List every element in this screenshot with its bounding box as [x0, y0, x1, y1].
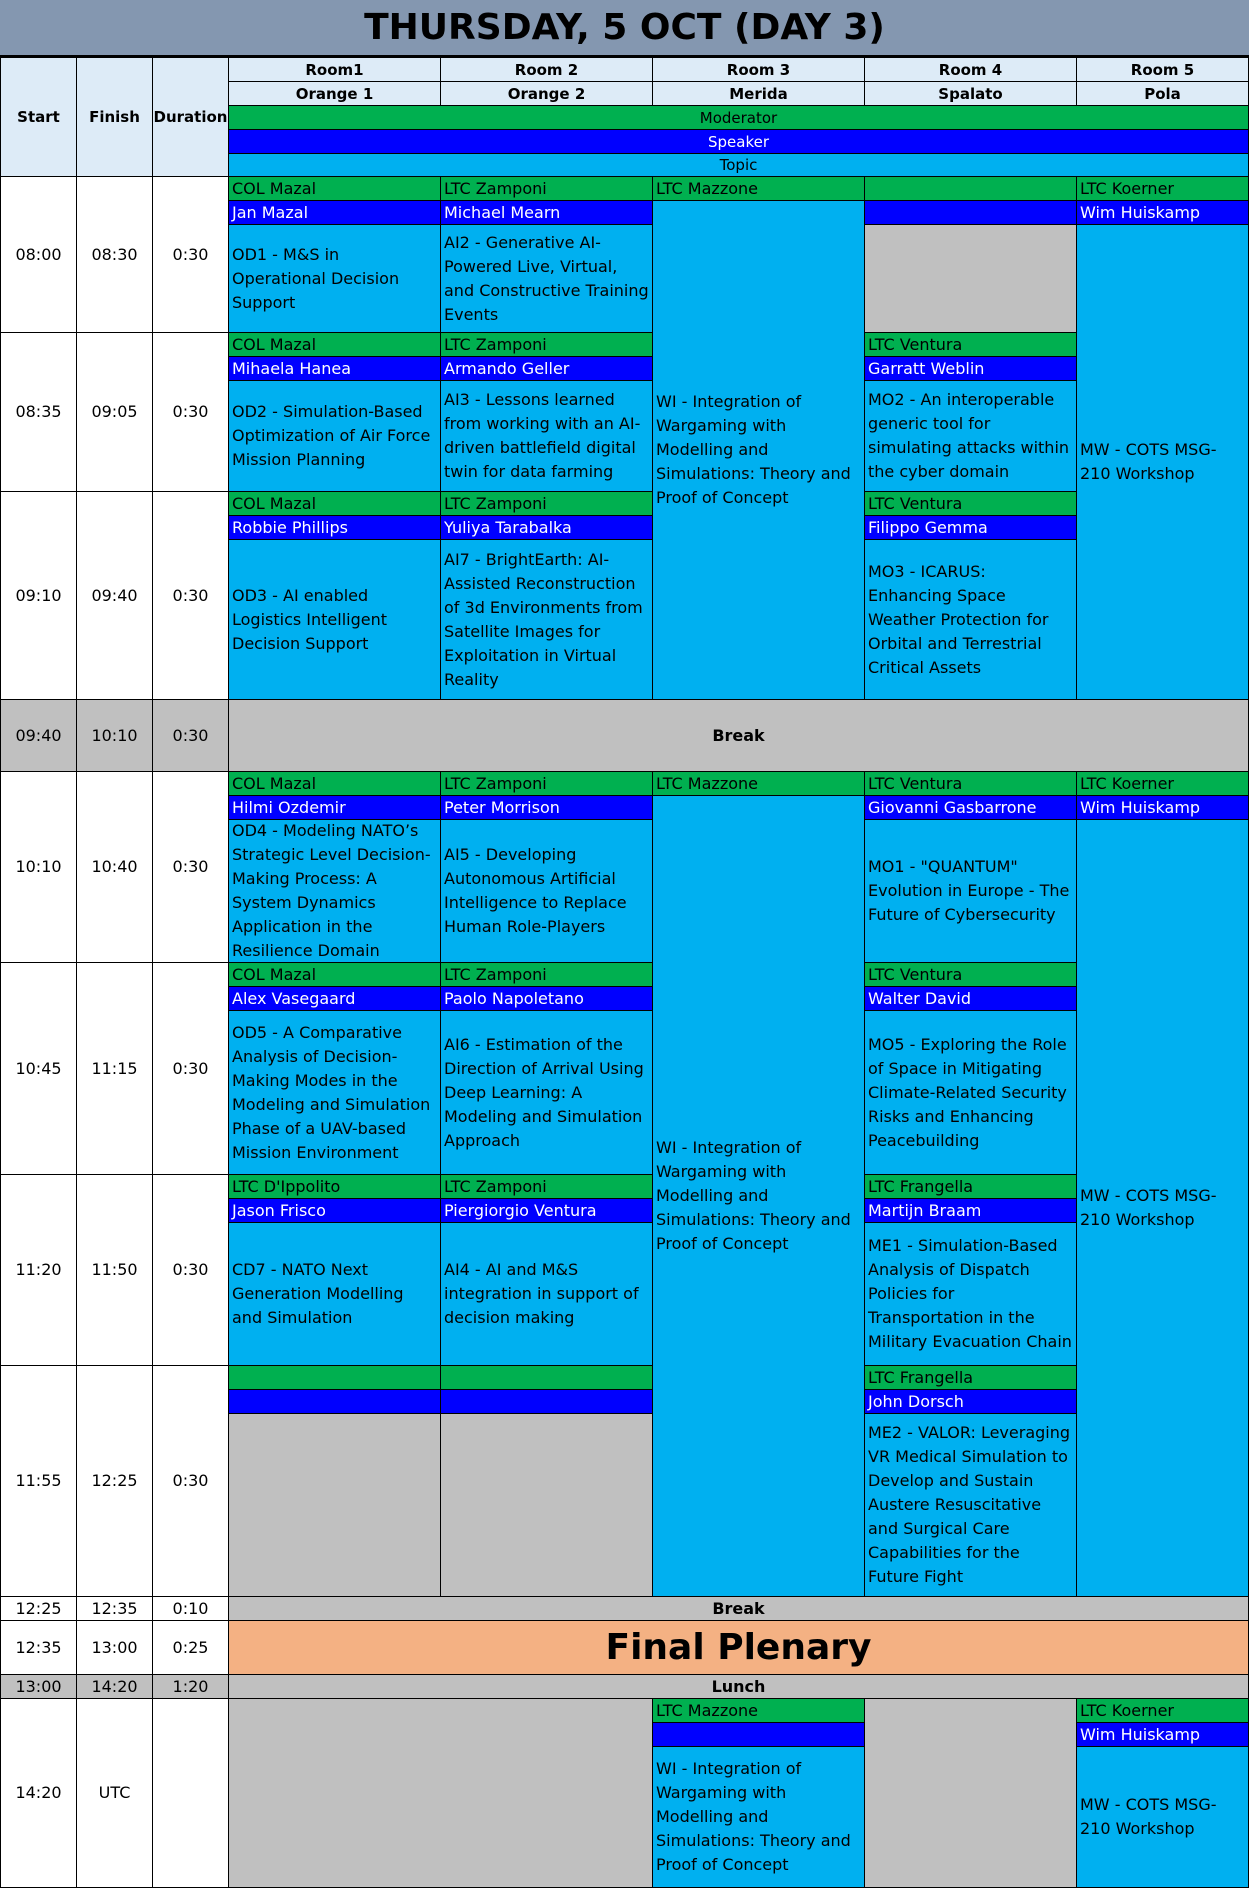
session-topic: ME1 - Simulation-Based Analysis of Dispatch Policies for Transportation in the Military Evacuation Chain — [864, 1222, 1077, 1366]
session-topic: MO2 - An interoperable generic tool for simulating attacks within the cyber domain — [864, 380, 1077, 492]
session-speaker: Piergiorgio Ventura — [440, 1198, 653, 1223]
start-time: 09:10 — [0, 491, 77, 700]
finish-time: 11:15 — [76, 962, 153, 1175]
session-moderator: LTC Zamponi — [440, 491, 653, 516]
session-topic — [652, 200, 865, 700]
topic-line: Simulations: Theory and Proof of Concept — [656, 1210, 851, 1253]
session-speaker: Wim Huiskamp — [1076, 1722, 1249, 1747]
start-time: 14:20 — [0, 1698, 77, 1888]
session-moderator: LTC D'Ippolito — [228, 1174, 441, 1199]
finish-time: 12:35 — [76, 1596, 153, 1621]
session-speaker: Robbie Phillips — [228, 515, 441, 540]
room4-name: Spalato — [864, 81, 1077, 106]
start-time: 08:35 — [0, 332, 77, 492]
start-time: 12:25 — [0, 1596, 77, 1621]
session-topic: AI2 - Generative AI-Powered Live, Virtual, and Constructive Training Events — [440, 224, 653, 333]
finish-time: 11:50 — [76, 1174, 153, 1366]
session-moderator: LTC Zamponi — [440, 1174, 653, 1199]
header-start: Start — [0, 57, 77, 177]
topic-line: Simulations: Theory and Proof of Concept — [656, 464, 851, 507]
session-moderator: LTC Mazzone — [652, 176, 865, 201]
session-speaker: Garratt Weblin — [864, 356, 1077, 381]
session-speaker: Yuliya Tarabalka — [440, 515, 653, 540]
session-topic: AI3 - Lessons learned from working with an AI-driven battlefield digital twin for data farming — [440, 380, 653, 492]
start-time: 10:10 — [0, 771, 77, 963]
topic-line: WI - Integration of Wargaming with Modelling and — [656, 1138, 802, 1205]
session-topic: AI7 - BrightEarth: AI-Assisted Reconstruction of 3d Environments from Satellite Images for Exploitation in Virtual Reality — [440, 539, 653, 700]
room3-name: Merida — [652, 81, 865, 106]
session-topic: MO5 - Exploring the Role of Space in Mitigating Climate-Related Security Risks and Enhancing Peacebuilding — [864, 1010, 1077, 1175]
room1-number: Room1 — [228, 57, 441, 82]
session-topic: OD1 - M&S in Operational Decision Support — [228, 224, 441, 333]
session-moderator: COL Mazal — [228, 771, 441, 796]
session-speaker: Mihaela Hanea — [228, 356, 441, 381]
session-topic — [652, 795, 865, 1597]
topic-line: Simulations: Theory and Proof of Concept — [656, 1831, 851, 1874]
duration: 0:30 — [152, 962, 229, 1175]
session-topic: MW - COTS MSG-210 Workshop — [1076, 819, 1249, 1597]
session-speaker: John Dorsch — [864, 1389, 1077, 1414]
final-plenary: Final Plenary — [228, 1620, 1249, 1675]
legend-speaker: Speaker — [228, 129, 1249, 154]
lunch-row: Lunch — [228, 1674, 1249, 1699]
session-speaker: Martijn Braam — [864, 1198, 1077, 1223]
duration: 1:20 — [152, 1674, 229, 1699]
session-topic: MO3 - ICARUS: Enhancing Space Weather Protection for Orbital and Terrestrial Critical Assets — [864, 539, 1077, 700]
break-row: Break — [228, 699, 1249, 772]
session-moderator: COL Mazal — [228, 176, 441, 201]
start-time: 11:20 — [0, 1174, 77, 1366]
session-moderator: LTC Mazzone — [652, 1698, 865, 1723]
session-speaker: Armando Geller — [440, 356, 653, 381]
session-moderator: LTC Zamponi — [440, 332, 653, 357]
duration: 0:30 — [152, 771, 229, 963]
legend-topic: Topic — [228, 153, 1249, 177]
session-topic: OD3 - AI enabled Logistics Intelligent Decision Support — [228, 539, 441, 700]
session-moderator: COL Mazal — [228, 962, 441, 987]
duration: 0:30 — [152, 1174, 229, 1366]
finish-time: 13:00 — [76, 1620, 153, 1675]
room2-number: Room 2 — [440, 57, 653, 82]
session-moderator: LTC Ventura — [864, 771, 1077, 796]
empty-slot — [228, 1698, 653, 1888]
duration: 0:30 — [152, 699, 229, 772]
duration: 0:30 — [152, 1365, 229, 1597]
header-finish: Finish — [76, 57, 153, 177]
session-speaker: Hilmi Ozdemir — [228, 795, 441, 820]
session-topic: CD7 - NATO Next Generation Modelling and Simulation — [228, 1222, 441, 1366]
empty-moderator — [228, 1365, 441, 1390]
session-speaker: Peter Morrison — [440, 795, 653, 820]
session-speaker: Jan Mazal — [228, 200, 441, 225]
empty-speaker — [440, 1389, 653, 1414]
session-speaker: Walter David — [864, 986, 1077, 1011]
duration — [152, 1698, 229, 1888]
session-speaker: Paolo Napoletano — [440, 986, 653, 1011]
session-moderator: LTC Frangella — [864, 1174, 1077, 1199]
session-moderator: LTC Frangella — [864, 1365, 1077, 1390]
empty-slot — [864, 224, 1077, 333]
session-topic: MO1 - "QUANTUM" Evolution in Europe - The Future of Cybersecurity — [864, 819, 1077, 963]
empty-slot — [440, 1413, 653, 1597]
finish-time: 08:30 — [76, 176, 153, 333]
finish-time: 09:40 — [76, 491, 153, 700]
session-moderator: LTC Zamponi — [440, 962, 653, 987]
duration: 0:30 — [152, 176, 229, 333]
duration: 0:30 — [152, 491, 229, 700]
session-topic: MW - COTS MSG-210 Workshop — [1076, 1746, 1249, 1888]
session-topic: AI6 - Estimation of the Direction of Arrival Using Deep Learning: A Modeling and Simulation Approach — [440, 1010, 653, 1175]
session-topic: OD5 - A Comparative Analysis of Decision-Making Modes in the Modeling and Simulation Phase of a UAV-based Mission Environment — [228, 1010, 441, 1175]
session-topic: OD4 - Modeling NATO’s Strategic Level Decision-Making Process: A System Dynamics Application in the Resilience Domain — [228, 819, 441, 963]
finish-time: 10:10 — [76, 699, 153, 772]
session-topic: OD2 - Simulation-Based Optimization of Air Force Mission Planning — [228, 380, 441, 492]
break-row: Break — [228, 1596, 1249, 1621]
empty-moderator — [864, 176, 1077, 201]
session-topic — [652, 1746, 865, 1888]
session-moderator: LTC Koerner — [1076, 176, 1249, 201]
empty-speaker — [228, 1389, 441, 1414]
room2-name: Orange 2 — [440, 81, 653, 106]
empty-speaker — [864, 200, 1077, 225]
session-speaker: Jason Frisco — [228, 1198, 441, 1223]
legend-moderator: Moderator — [228, 105, 1249, 130]
session-topic: AI4 - AI and M&S integration in support of decision making — [440, 1222, 653, 1366]
session-moderator: LTC Zamponi — [440, 771, 653, 796]
room1-name: Orange 1 — [228, 81, 441, 106]
duration: 0:25 — [152, 1620, 229, 1675]
room4-number: Room 4 — [864, 57, 1077, 82]
session-moderator: COL Mazal — [228, 491, 441, 516]
start-time: 12:35 — [0, 1620, 77, 1675]
empty-slot — [864, 1698, 1077, 1888]
session-moderator: LTC Koerner — [1076, 1698, 1249, 1723]
empty-speaker — [652, 1722, 865, 1747]
duration: 0:10 — [152, 1596, 229, 1621]
finish-time: 14:20 — [76, 1674, 153, 1699]
session-topic: ME2 - VALOR: Leveraging VR Medical Simulation to Develop and Sustain Austere Resuscitative and Surgical Care Capabilities for the Future Fight — [864, 1413, 1077, 1597]
start-time: 09:40 — [0, 699, 77, 772]
session-topic: MW - COTS MSG-210 Workshop — [1076, 224, 1249, 700]
duration: 0:30 — [152, 332, 229, 492]
room5-number: Room 5 — [1076, 57, 1249, 82]
session-speaker: Filippo Gemma — [864, 515, 1077, 540]
topic-line: WI - Integration of Wargaming with Modelling and — [656, 392, 802, 459]
start-time: 08:00 — [0, 176, 77, 333]
header-duration: Duration — [152, 57, 229, 177]
session-moderator: LTC Mazzone — [652, 771, 865, 796]
session-moderator: LTC Koerner — [1076, 771, 1249, 796]
session-topic: AI5 - Developing Autonomous Artificial Intelligence to Replace Human Role-Players — [440, 819, 653, 963]
page-title: THURSDAY, 5 OCT (DAY 3) — [0, 0, 1249, 57]
finish-time: UTC — [76, 1698, 153, 1888]
session-moderator: COL Mazal — [228, 332, 441, 357]
finish-time: 09:05 — [76, 332, 153, 492]
finish-time: 10:40 — [76, 771, 153, 963]
start-time: 11:55 — [0, 1365, 77, 1597]
topic-line: WI - Integration of Wargaming with Modelling and — [656, 1759, 802, 1826]
session-speaker: Alex Vasegaard — [228, 986, 441, 1011]
room5-name: Pola — [1076, 81, 1249, 106]
session-moderator: LTC Ventura — [864, 491, 1077, 516]
session-moderator: LTC Ventura — [864, 962, 1077, 987]
session-moderator: LTC Zamponi — [440, 176, 653, 201]
room3-number: Room 3 — [652, 57, 865, 82]
session-speaker: Michael Mearn — [440, 200, 653, 225]
start-time: 10:45 — [0, 962, 77, 1175]
session-speaker: Wim Huiskamp — [1076, 200, 1249, 225]
start-time: 13:00 — [0, 1674, 77, 1699]
finish-time: 12:25 — [76, 1365, 153, 1597]
session-speaker: Wim Huiskamp — [1076, 795, 1249, 820]
empty-moderator — [440, 1365, 653, 1390]
session-speaker: Giovanni Gasbarrone — [864, 795, 1077, 820]
session-moderator: LTC Ventura — [864, 332, 1077, 357]
empty-slot — [228, 1413, 441, 1597]
